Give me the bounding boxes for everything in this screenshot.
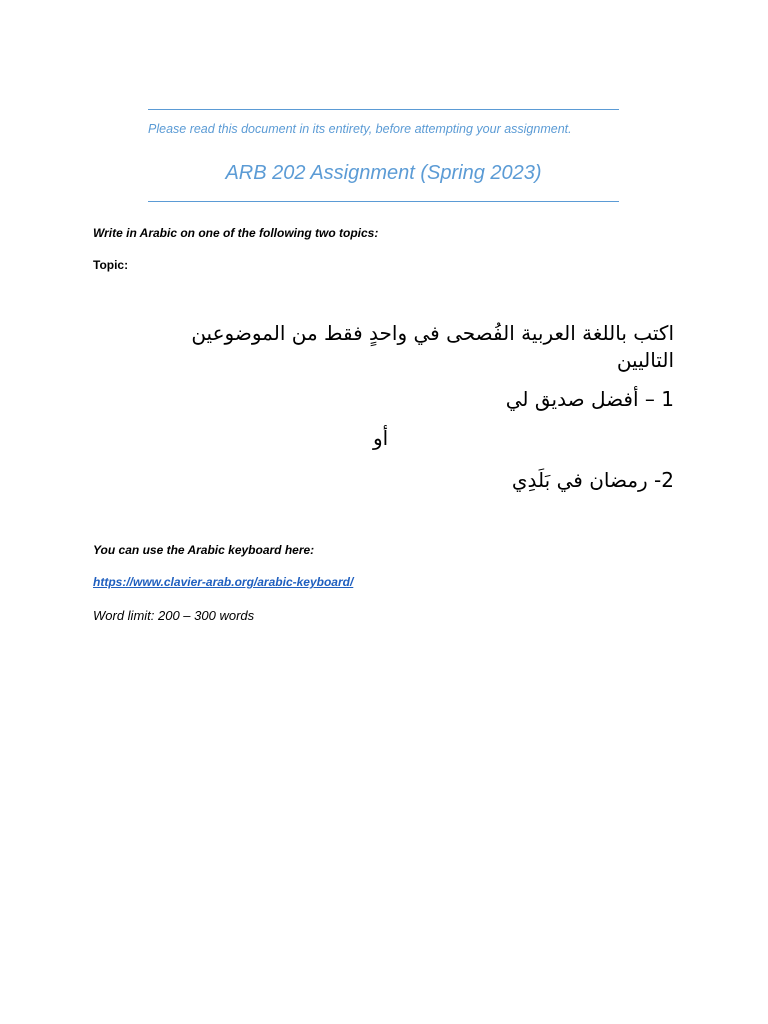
topic-or-separator: أو — [373, 426, 389, 450]
keyboard-label: You can use the Arabic keyboard here: — [93, 543, 315, 557]
header-rule-top — [148, 109, 619, 110]
topic-option-1: 1 – أفضل صديق لي — [505, 387, 674, 411]
word-limit: Word limit: 200 – 300 words — [93, 608, 255, 623]
arabic-keyboard-link[interactable]: https://www.clavier-arab.org/arabic-keyboard/ — [93, 575, 354, 589]
arabic-instruction: اكتب باللغة العربية الفُصحى في واحدٍ فقط من الموضوعين التاليين — [191, 321, 674, 372]
english-instruction: Write in Arabic on one of the following two topics: — [93, 226, 379, 240]
topic-option-2: 2- رمضان في بَلَدِي — [511, 468, 674, 492]
header-rule-bottom — [148, 201, 619, 202]
topic-label: Topic: — [93, 258, 129, 272]
assignment-title: ARB 202 Assignment (Spring 2023) — [225, 162, 542, 184]
read-notice: Please read this document in its entirety, before attempting your assignment. — [148, 122, 572, 136]
